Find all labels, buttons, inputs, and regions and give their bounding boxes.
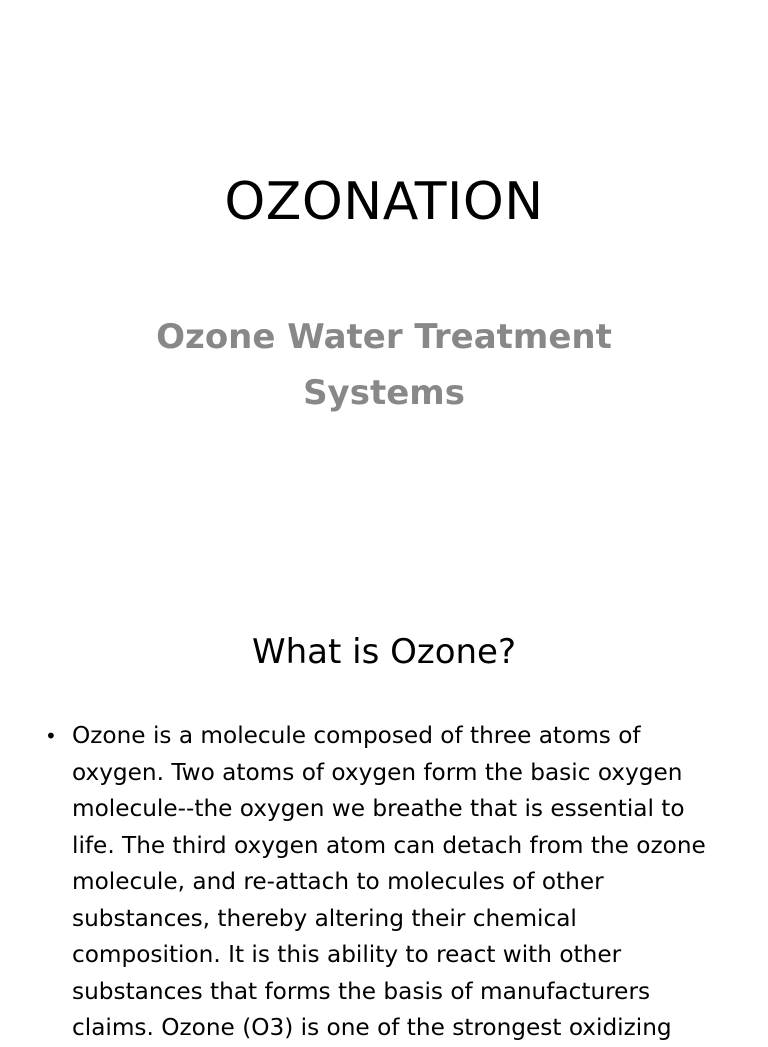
bullet-dot-icon: • — [45, 724, 57, 748]
slide-subtitle — [0, 309, 768, 421]
slide-title: OZONATION — [224, 172, 544, 232]
content-slide — [0, 576, 768, 1041]
content-slide-title: What is Ozone? — [251, 632, 517, 672]
bullet-text: Ozone is a molecule composed of three atoms of oxygen. Two atoms of oxygen form the basic oxygen molecule--the oxygen we breathe that is essential to life. The third oxygen atom can detach from the ozone molecule, and re-attach to molecules of other substances, thereby altering their chemical composition. It is this ability to react with other substances that forms the basis of manufacturers claims. Ozone (O3) is one of the strongest oxidizing — [72, 722, 706, 1041]
subtitle-text: Ozone Water Treatment Systems — [156, 317, 612, 413]
bullet-item — [42, 718, 732, 1047]
bullet-list — [42, 718, 732, 1047]
